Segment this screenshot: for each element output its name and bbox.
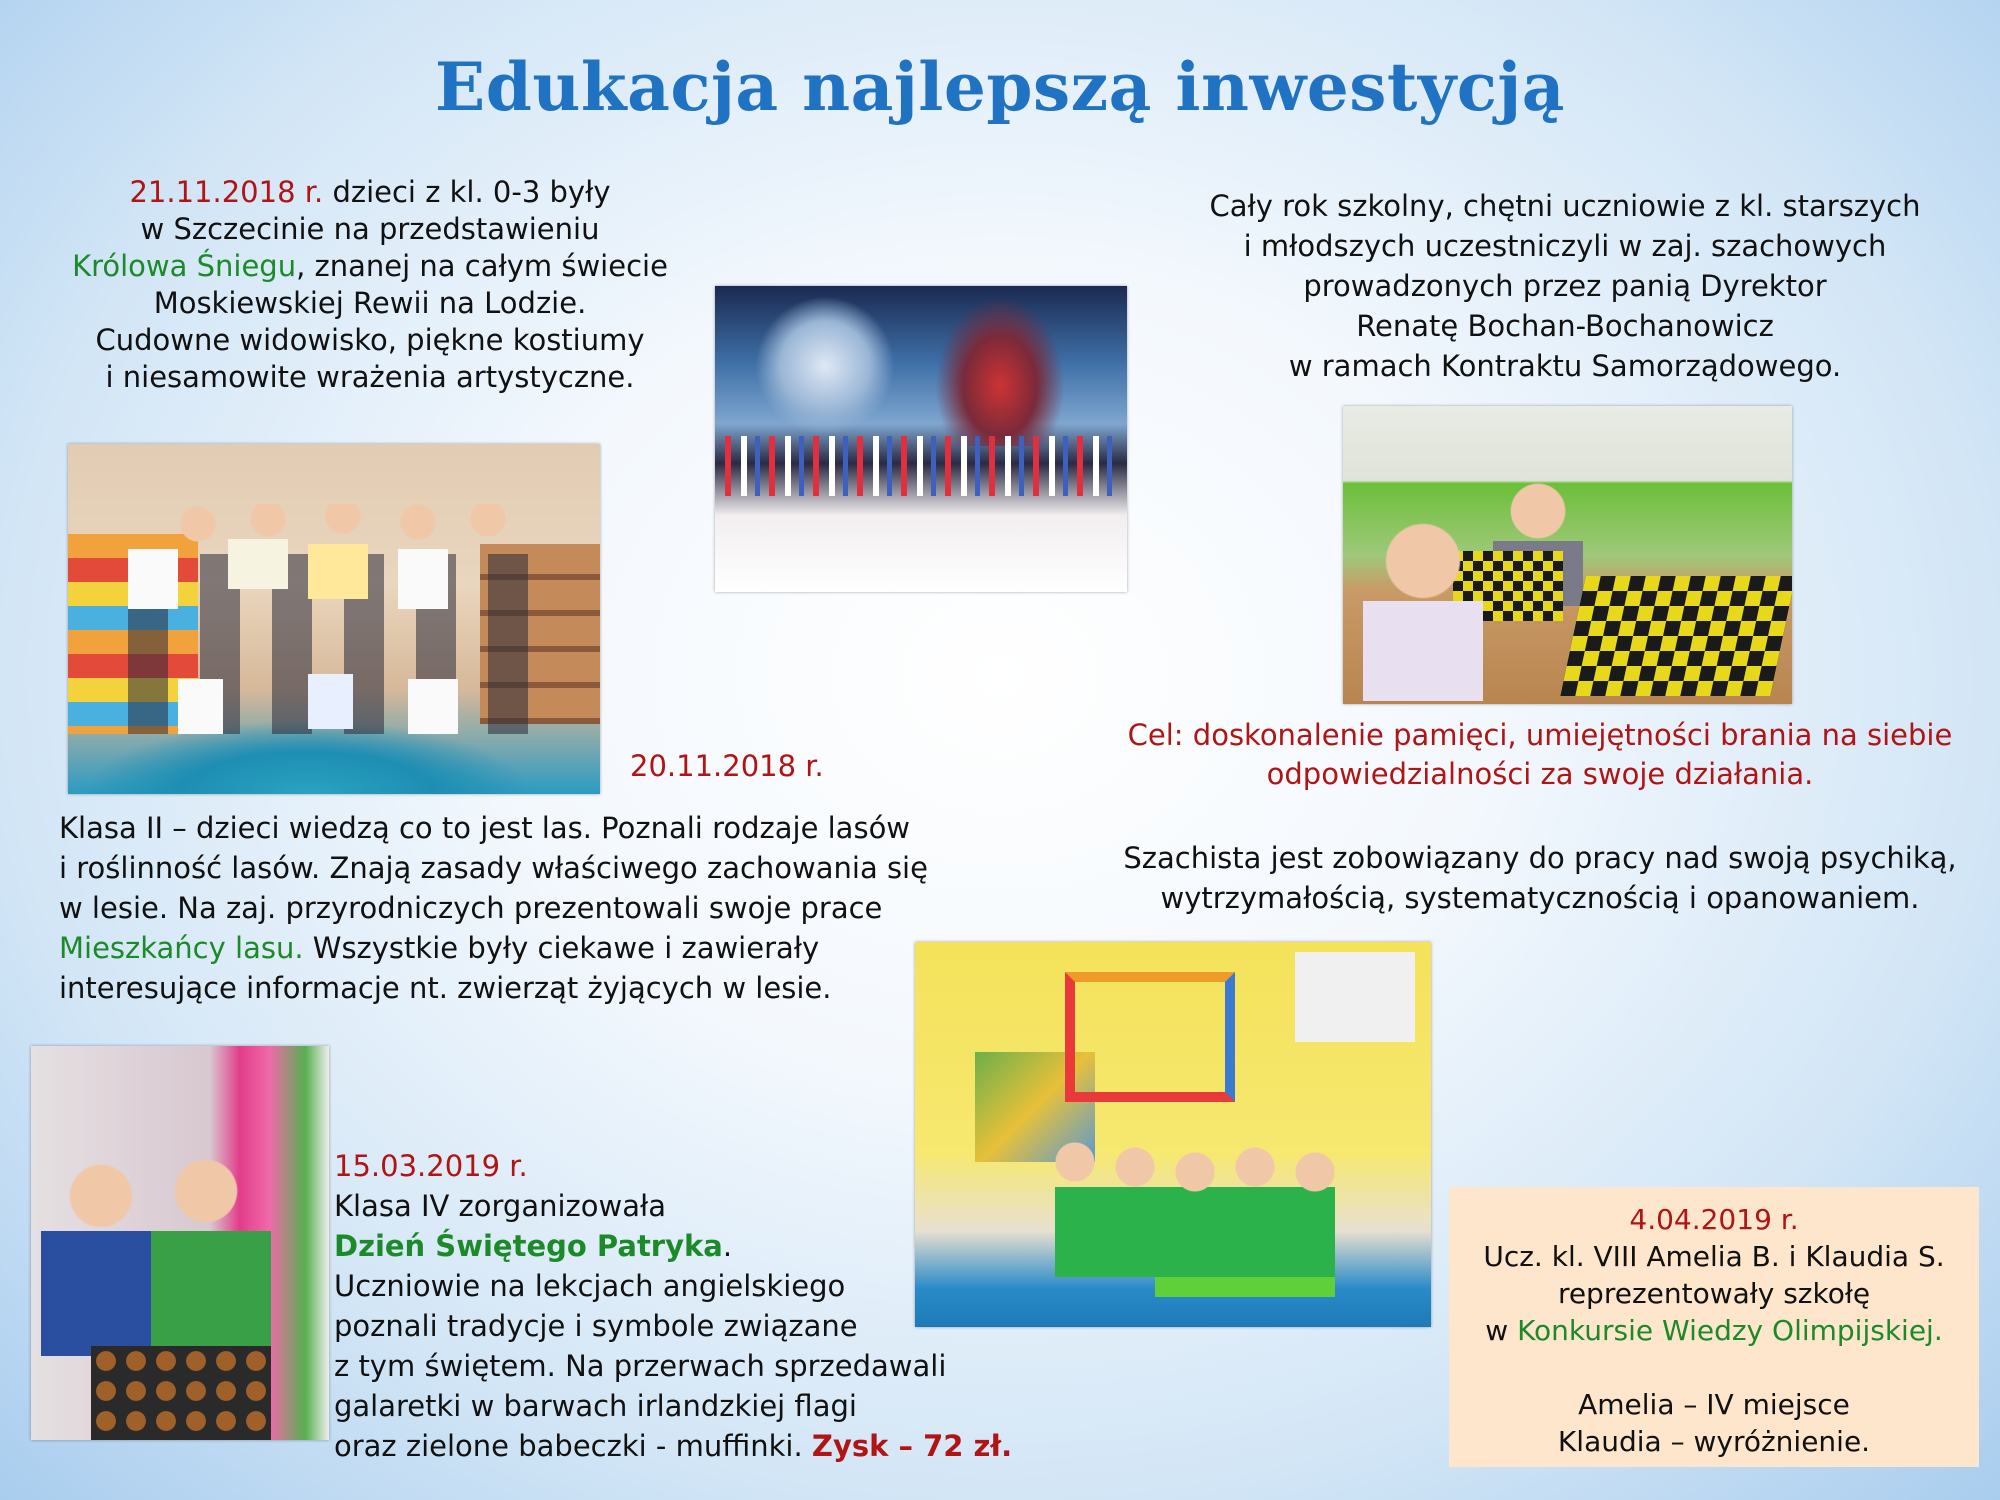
chess-text bbox=[1150, 186, 1980, 386]
chess-line5: w ramach Kontraktu Samorządowego. bbox=[1288, 349, 1842, 383]
ice-show-line4: Moskiewskiej Rewii na Lodzie. bbox=[153, 286, 587, 320]
patrick-text bbox=[334, 1146, 1054, 1466]
patrick-date: 15.03.2019 r. bbox=[334, 1149, 528, 1183]
olympic-result1: Amelia – IV miejsce bbox=[1578, 1388, 1850, 1421]
ice-show-line5: Cudowne widowisko, piękne kostiumy bbox=[95, 323, 645, 357]
olympic-contest: Konkursie Wiedzy Olimpijskiej. bbox=[1517, 1314, 1943, 1347]
ice-show-line1: dzieci z kl. 0-3 były bbox=[323, 175, 611, 209]
patrick-line6: oraz zielone babeczki - muffinki. bbox=[334, 1429, 812, 1463]
ice-show-text bbox=[60, 174, 680, 396]
patrick-line3: poznali tradycje i symbole związane bbox=[334, 1309, 858, 1343]
forest-line1: Klasa II – dzieci wiedzą co to jest las. Poznali rodzaje lasów bbox=[59, 811, 911, 845]
ice-show-photo bbox=[715, 286, 1127, 592]
chess-line3: prowadzonych przez panią Dyrektor bbox=[1303, 269, 1827, 303]
forest-text bbox=[59, 808, 939, 1008]
chess-line2: i młodszych uczestniczyli w zaj. szachowych bbox=[1243, 229, 1887, 263]
chess-note-line1: Szachista jest zobowiązany do pracy nad swoją psychiką, bbox=[1123, 841, 1957, 875]
ice-show-line3: , znanej na całym świecie bbox=[296, 249, 668, 283]
forest-date: 20.11.2018 r. bbox=[630, 749, 824, 783]
chess-goal-line2: odpowiedzialności za swoje działania. bbox=[1266, 757, 1814, 791]
forest-line3: w lesie. Na zaj. przyrodniczych prezentowali swoje prace bbox=[59, 891, 883, 925]
patrick-line1: Klasa IV zorganizowała bbox=[334, 1189, 667, 1223]
chess-line4: Renatę Bochan-Bochanowicz bbox=[1356, 309, 1774, 343]
chess-goal bbox=[1100, 716, 1980, 794]
forest-line2: i roślinność lasów. Znają zasady właściwego zachowania się bbox=[59, 851, 928, 885]
forest-line5: interesujące informacje nt. zwierząt żyjących w lesie. bbox=[59, 971, 832, 1005]
chess-note-line2: wytrzymałością, systematycznością i opanowaniem. bbox=[1160, 881, 1920, 915]
patrick-line4: z tym świętem. Na przerwach sprzedawali bbox=[334, 1349, 947, 1383]
chess-goal-line1: Cel: doskonalenie pamięci, umiejętności brania na siebie bbox=[1127, 718, 1953, 752]
ice-show-line6: i niesamowite wrażenia artystyczne. bbox=[105, 360, 635, 394]
forest-highlight: Mieszkańcy lasu. bbox=[59, 931, 304, 965]
olympic-date: 4.04.2019 r. bbox=[1629, 1203, 1799, 1236]
ice-show-name: Królowa Śniegu bbox=[72, 249, 297, 283]
page-title: Edukacja najlepszą inwestycją bbox=[434, 48, 1566, 126]
chess-photo bbox=[1343, 406, 1792, 704]
chess-note bbox=[1100, 838, 1980, 918]
patrick-event-dot: . bbox=[722, 1229, 733, 1263]
ice-show-date: 21.11.2018 r. bbox=[129, 175, 324, 209]
olympic-line2: reprezentowały szkołę bbox=[1557, 1277, 1871, 1310]
patrick-profit: Zysk – 72 zł. bbox=[811, 1429, 1013, 1463]
forest-line4: Wszystkie były ciekawe i zawierały bbox=[303, 931, 820, 965]
forest-class-photo bbox=[68, 444, 600, 794]
olympic-line1: Ucz. kl. VIII Amelia B. i Klaudia S. bbox=[1483, 1240, 1945, 1273]
patrick-event: Dzień Świętego Patryka bbox=[334, 1229, 723, 1263]
patrick-line5: galaretki w barwach irlandzkiej flagi bbox=[334, 1389, 857, 1423]
chess-line1: Cały rok szkolny, chętni uczniowie z kl. starszych bbox=[1209, 189, 1921, 223]
patrick-line2: Uczniowie na lekcjach angielskiego bbox=[334, 1269, 846, 1303]
st-patrick-photo bbox=[31, 1046, 329, 1440]
olympic-box bbox=[1449, 1187, 1979, 1467]
olympic-result2: Klaudia – wyróżnienie. bbox=[1557, 1425, 1871, 1458]
ice-show-line2: w Szczecinie na przedstawieniu bbox=[140, 212, 600, 246]
olympic-line3-prefix: w bbox=[1485, 1314, 1518, 1347]
